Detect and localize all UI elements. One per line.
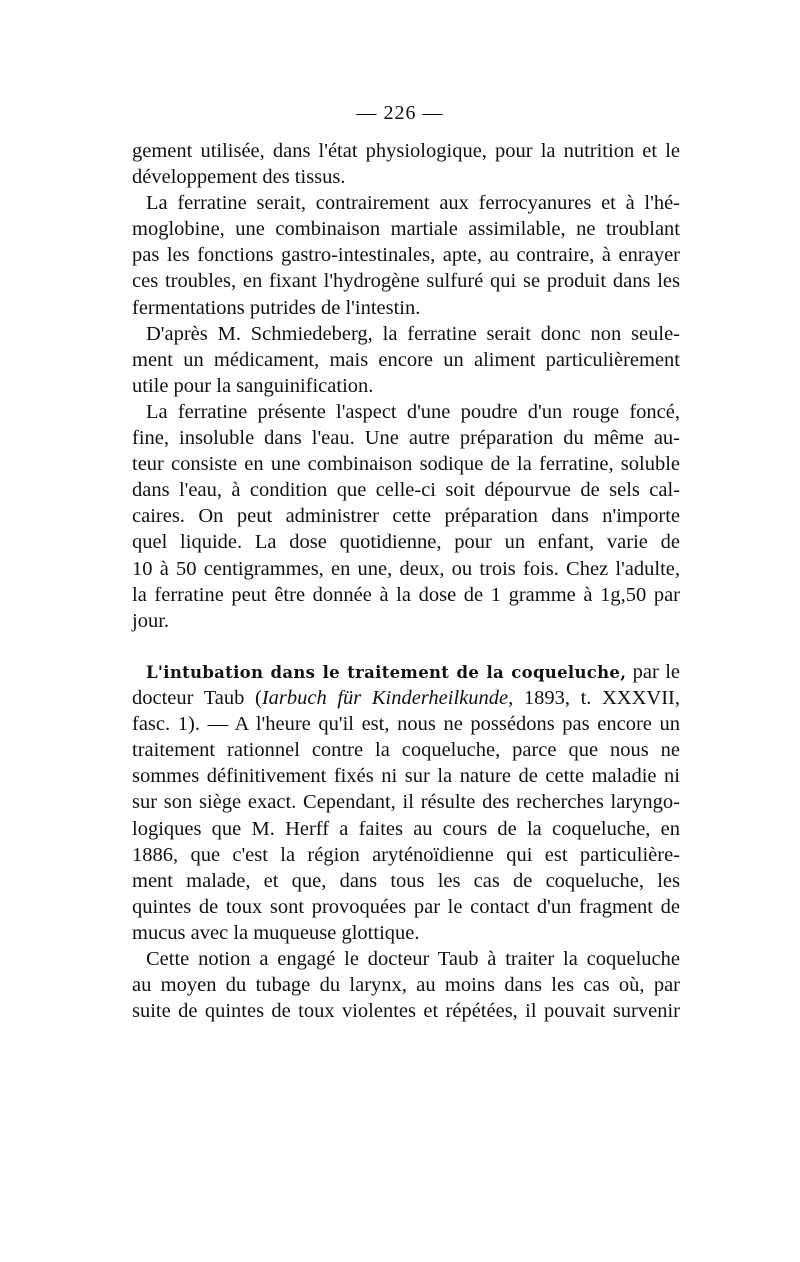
text-line: fasc. 1). — A l'heure qu'il est, nous ne possédons pas encore un [132,713,680,736]
citation-author: docteur Taub ( [132,687,262,710]
citation-line [132,685,680,711]
text-line: développement des tissus. [132,166,346,189]
text-line: ces troubles, en fixant l'hydrogène sulfuré qui se produit dans les [132,270,680,293]
text-line: fine, insoluble dans l'eau. Une autre préparation du même au- [132,427,680,450]
text-line: logiques que M. Herff a faites au cours de la coqueluche, en [132,817,680,840]
text-line: la ferratine peut être donnée à la dose de 1 gramme à 1g,50 par [132,583,680,606]
text-line: suite de quintes de toux violentes et répétées, il pouvait survenir [132,1000,680,1023]
text-line: traitement rationnel contre la coqueluche, parce que nous ne [132,739,680,762]
text-line: D'après M. Schmiedeberg, la ferratine serait donc non seule- [146,322,680,345]
text-line: ment un médicament, mais encore un aliment particulièrement [132,348,680,371]
text-line: Cette notion a engagé le docteur Taub à traiter la coqueluche [146,948,680,971]
text-line: La ferratine serait, contrairement aux ferrocyanures et à l'hé- [146,192,680,215]
section-heading: L'intubation dans le traitement de la coqueluche, [146,663,627,682]
text-line: 10 à 50 centigrammes, en une, deux, ou trois fois. Chez l'adulte, [132,557,680,580]
intubation-section [132,659,680,1024]
text-line: 1886, que c'est la région aryténoïdienne qui est particulière- [132,843,680,866]
text-line: quel liquide. La dose quotidienne, pour un enfant, varie de [132,531,680,554]
text-line: fermentations putrides de l'intestin. [132,296,421,319]
text-line: ment malade, et que, dans tous les cas de coqueluche, les [132,869,680,892]
text-line: sommes définitivement fixés ni sur la nature de cette maladie ni [132,765,680,788]
journal-title: Iarbuch für Kinderheilkunde [261,687,509,710]
text-line: utile pour la sanguinification. [132,374,374,397]
text-line: quintes de toux sont provoquées par le contact d'un fragment de [132,895,680,918]
text-line: gement utilisée, dans l'état physiologique, pour la nutrition et le [132,140,680,162]
text-line: pas les fonctions gastro-intestinales, apte, au contraire, à enrayer [132,244,680,267]
heading-continuation: par le [626,661,680,683]
text-line: mucus avec la muqueuse glottique. [132,921,420,944]
text-line: dans l'eau, à condition que celle-ci soit dépourvue de sels cal- [132,479,680,502]
citation-details: , 1893, t. XXXVII, [508,687,680,710]
page-number: — 226 — [356,102,444,124]
text-line: caires. On peut administrer cette préparation dans n'importe [132,505,680,528]
text-line: jour. [132,609,170,632]
ferratine-section [132,138,680,634]
text-line: La ferratine présente l'aspect d'une poudre d'un rouge foncé, [146,400,680,423]
section-heading-line [132,659,680,685]
text-line: au moyen du tubage du larynx, au moins dans les cas où, par [132,974,680,997]
text-line: moglobine, une combinaison martiale assimilable, ne troublant [132,218,680,241]
text-line: sur son siège exact. Cependant, il résulte des recherches laryngo- [132,791,680,814]
text-line: teur consiste en une combinaison sodique de la ferratine, soluble [132,453,680,476]
